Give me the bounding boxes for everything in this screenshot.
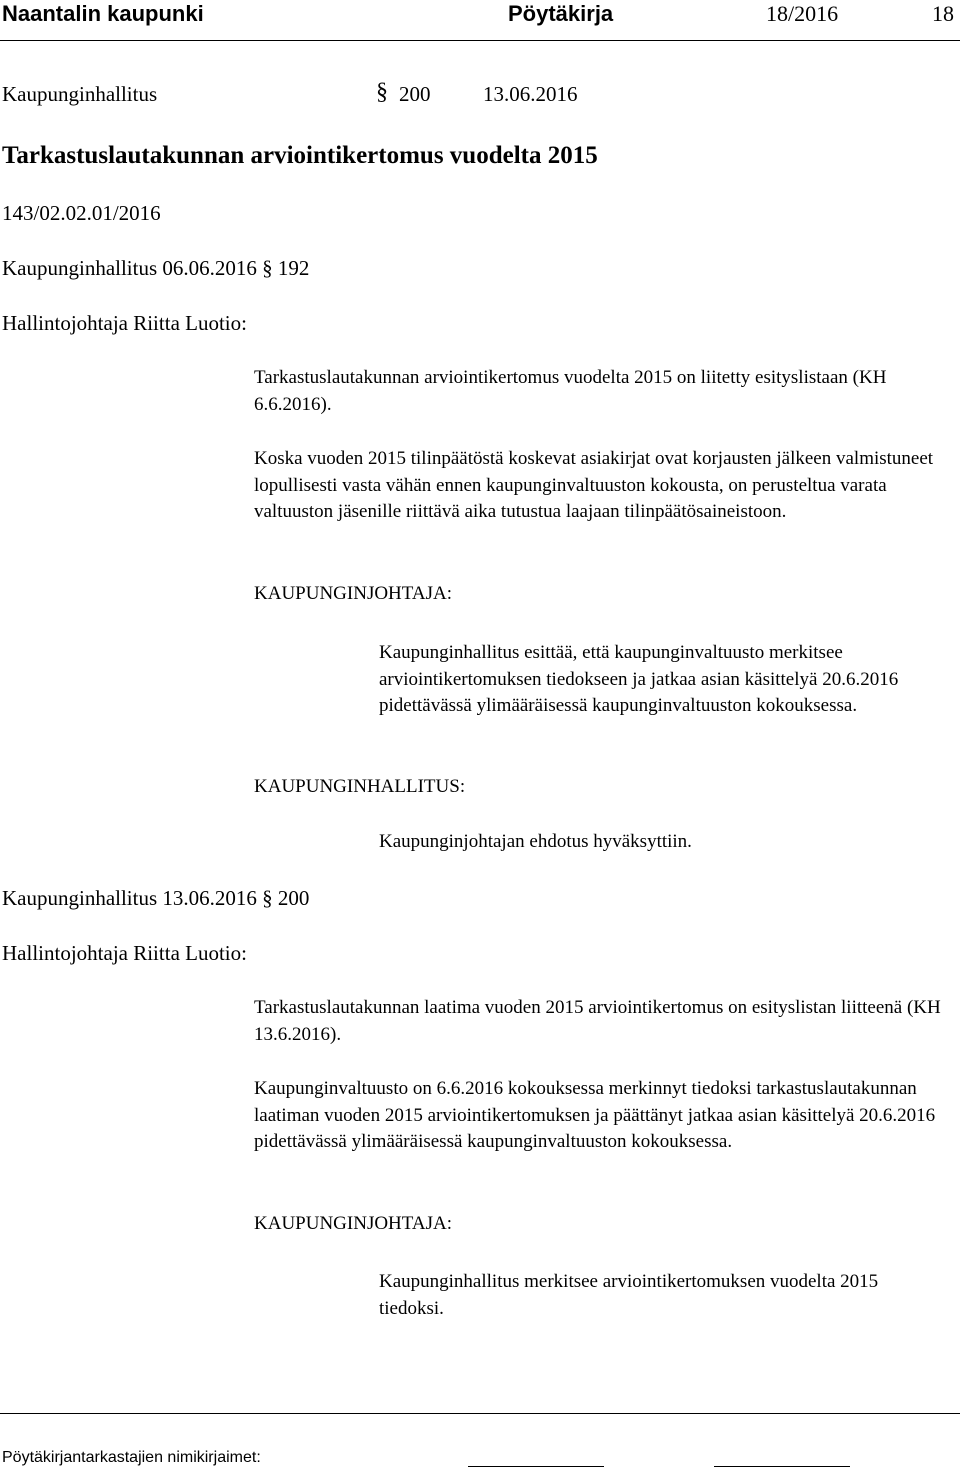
meeting-body: Kaupunginhallitus [2, 82, 158, 106]
signature-label: Pöytäkirjantarkastajien nimikirjaimet: [2, 1449, 261, 1466]
signature-line-2 [714, 1466, 850, 1467]
board-decision-text: Kaupunginjohtajan ehdotus hyväksyttiin. [379, 831, 692, 852]
second-handling-paragraph-2: Kaupunginvaltuusto on 6.6.2016 kokouksessa merkinnyt tiedoksi tarkastuslautakunnan laatiman vuoden 2015 arviointikertomuksen ja päättänyt jatkaa asian käsittelyä 20.6.2016 pidettävässä ylimääräisessä kaupunginvaltuuston kokouksessa. [254, 1078, 936, 1153]
second-mayor-proposal-label: KAUPUNGINJOHTAJA: [254, 1213, 452, 1234]
first-mayor-proposal-label: KAUPUNGINJOHTAJA: [254, 583, 452, 604]
second-handling-paragraph-1: Tarkastuslautakunnan laatima vuoden 2015 arviointikertomus on esityslistan liitteenä (KH 13.6.2016). [254, 997, 941, 1045]
first-handling-reference: Kaupunginhallitus 06.06.2016 § 192 [2, 256, 310, 280]
first-handling-paragraph-1: Tarkastuslautakunnan arviointikertomus vuodelta 2015 on liitetty esityslistaan (KH 6.6.2016). [254, 367, 887, 415]
second-handling-presenter: Hallintojohtaja Riitta Luotio: [2, 941, 247, 965]
meeting-date: 13.06.2016 [483, 82, 578, 106]
second-handling-reference: Kaupunginhallitus 13.06.2016 § 200 [2, 886, 310, 910]
city-name: Naantalin kaupunki [2, 1, 204, 26]
page-title: Tarkastuslautakunnan arviointikertomus vuodelta 2015 [2, 142, 598, 169]
board-decision-label: KAUPUNGINHALLITUS: [254, 776, 466, 797]
document-type: Pöytäkirja [508, 1, 614, 26]
section-sign-icon: § [376, 79, 388, 105]
second-mayor-proposal-text: Kaupunginhallitus merkitsee arviointikertomuksen vuodelta 2015 tiedoksi. [379, 1271, 879, 1319]
page-number: 18 [932, 1, 954, 26]
first-handling-paragraph-2: Koska vuoden 2015 tilinpäätöstä koskevat asiakirjat ovat korjausten jälkeen valmistuneet lopullisesti vasta vähän ennen kaupunginvaltuuston kokousta, on perusteltua varata valtuuston jäsenille riittävä aika tutustua laajaan tilinpäätösaineistoon. [254, 448, 934, 523]
section-number: 200 [399, 82, 431, 106]
document-number: 18/2016 [766, 1, 839, 26]
first-mayor-proposal-text: Kaupunginhallitus esittää, että kaupunginvaltuusto merkitsee arviointikertomuksen tiedokseen ja jatkaa asian käsittelyä 20.6.2016 pidettävässä ylimääräisessä kaupunginvaltuuston kokouksessa. [379, 642, 899, 717]
header-divider [0, 40, 960, 41]
case-number: 143/02.02.01/2016 [2, 201, 161, 225]
first-handling-presenter: Hallintojohtaja Riitta Luotio: [2, 311, 247, 335]
footer-divider [0, 1413, 960, 1414]
signature-line-1 [468, 1466, 604, 1467]
